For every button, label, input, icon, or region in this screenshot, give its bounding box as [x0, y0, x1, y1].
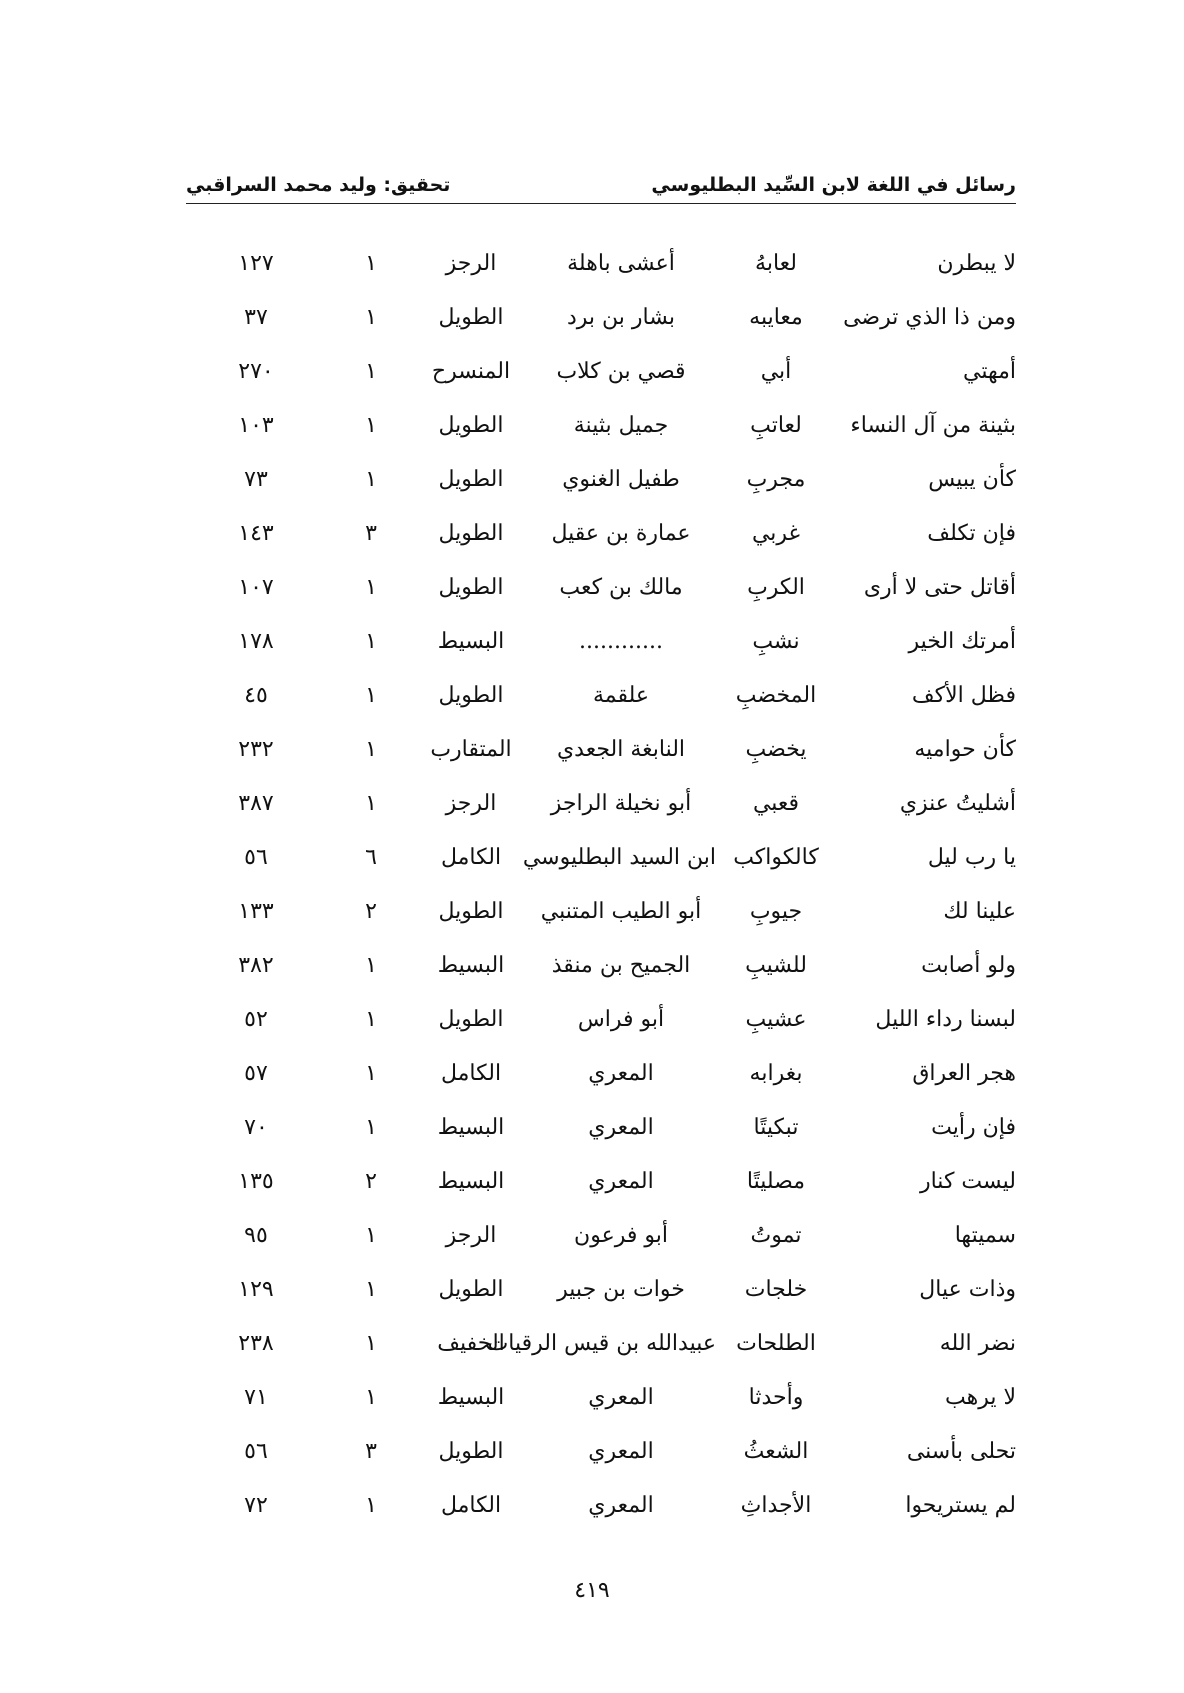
verse-opening: فإن رأيت	[931, 1114, 1016, 1140]
page-ref: ٥٦	[244, 1438, 268, 1464]
verse-count: ٢	[365, 898, 377, 924]
page-ref: ٧١	[244, 1384, 268, 1410]
verse-count: ١	[365, 628, 377, 654]
header-rule	[186, 203, 1016, 204]
verse-opening: فإن تكلف	[927, 520, 1016, 546]
page-ref: ١٧٨	[238, 628, 274, 654]
verse-count: ٢	[365, 1168, 377, 1194]
meter-name: الطويل	[438, 682, 504, 708]
table-row	[186, 1424, 1016, 1478]
verse-opening: كأن حواميه	[914, 736, 1016, 762]
page-ref: ٢٧٠	[238, 358, 274, 384]
verse-opening: لا يرهب	[944, 1384, 1016, 1410]
page-ref: ٧٠	[244, 1114, 268, 1140]
page-ref: ٢٣٢	[238, 736, 274, 762]
page-ref: ١٠٧	[238, 574, 274, 600]
verse-opening: ليست كنار	[919, 1168, 1016, 1194]
table-row	[186, 452, 1016, 506]
rhyme-word: قعبي	[752, 790, 800, 816]
poet-name: طفيل الغنوي	[562, 466, 680, 492]
rhyme-word: لعاتبِ	[750, 412, 802, 438]
table-row	[186, 668, 1016, 722]
meter-name: البسيط	[437, 628, 505, 654]
rhyme-word: يخضبِ	[745, 736, 807, 762]
table-row	[186, 506, 1016, 560]
table-row	[186, 290, 1016, 344]
table-row	[186, 1154, 1016, 1208]
editor-credit: تحقيق: وليد محمد السراقبي	[186, 174, 451, 196]
verse-opening: ولو أصابت	[921, 952, 1016, 978]
meter-name: الطويل	[438, 574, 504, 600]
page-ref: ٣٨٧	[238, 790, 274, 816]
verse-opening: نضر الله	[939, 1330, 1016, 1356]
verse-opening: لم يستريحوا	[905, 1492, 1016, 1518]
verse-count: ١	[365, 1006, 377, 1032]
page-ref: ١٤٣	[238, 520, 274, 546]
rhyme-word: المخضبِ	[735, 682, 817, 708]
verse-opening: لا يبطرن	[937, 250, 1016, 276]
meter-name: الطويل	[438, 304, 504, 330]
poet-name: النابغة الجعدي	[556, 736, 686, 762]
verse-count: ١	[365, 304, 377, 330]
verse-count: ١	[365, 790, 377, 816]
rhyme-word: تموتُ	[750, 1222, 802, 1248]
table-row	[186, 776, 1016, 830]
meter-name: البسيط	[437, 952, 505, 978]
poet-name: بشار بن برد	[567, 304, 675, 330]
verse-opening: أشليتُ عنزي	[899, 790, 1016, 816]
verse-opening: لبسنا رداء الليل	[875, 1006, 1016, 1032]
verse-count: ١	[365, 1114, 377, 1140]
table-row	[186, 830, 1016, 884]
poet-name: المعري	[588, 1168, 654, 1194]
verse-count: ١	[365, 358, 377, 384]
rhyme-word: مصليتًا	[746, 1168, 806, 1194]
table-row	[186, 344, 1016, 398]
table-row	[186, 1100, 1016, 1154]
meter-name: البسيط	[437, 1114, 505, 1140]
meter-name: البسيط	[437, 1384, 505, 1410]
rhyme-word: غربي	[751, 520, 801, 546]
poet-name: الجميح بن منقذ	[551, 952, 691, 978]
page-ref: ٧٢	[244, 1492, 268, 1518]
page-ref: ٣٨٢	[238, 952, 274, 978]
rhyme-word: الأجداثِ	[740, 1492, 812, 1518]
poet-name: المعري	[588, 1384, 654, 1410]
table-row	[186, 236, 1016, 290]
verse-opening: علينا لك	[943, 898, 1016, 924]
verse-opening: كأن يبيس	[928, 466, 1016, 492]
poet-name: أبو نخيلة الراجز	[550, 790, 692, 816]
table-row	[186, 938, 1016, 992]
meter-name: الخفيف	[437, 1330, 505, 1356]
rhyme-word: كالكواكب	[733, 844, 819, 870]
rhyme-word: لعابهُ	[755, 250, 797, 276]
page-ref: ٤٥	[244, 682, 268, 708]
verse-opening: تحلى بأسنى	[906, 1438, 1016, 1464]
page-ref: ٥٢	[244, 1006, 268, 1032]
meter-name: المنسرح	[431, 358, 511, 384]
verse-count: ١	[365, 952, 377, 978]
poet-name: قصي بن كلاب	[556, 358, 686, 384]
book-title: رسائل في اللغة لابن السِّيد البطليوسي	[651, 174, 1016, 196]
meter-name: الرجز	[445, 250, 497, 276]
rhyme-word: مجربِ	[746, 466, 806, 492]
page-ref: ١٢٧	[238, 250, 274, 276]
verse-count: ١	[365, 1384, 377, 1410]
verse-count: ١	[365, 1276, 377, 1302]
page-ref: ١٠٣	[238, 412, 274, 438]
verse-count: ١	[365, 1492, 377, 1518]
poet-name: المعري	[588, 1438, 654, 1464]
poet-name: عمارة بن عقيل	[551, 520, 691, 546]
rhyme-word: تبكيتًا	[753, 1114, 799, 1140]
verse-count: ١	[365, 574, 377, 600]
meter-name: الطويل	[438, 1438, 504, 1464]
page-number: ٤١٩	[574, 1578, 610, 1603]
table-row	[186, 398, 1016, 452]
verse-opening: أقاتل حتى لا أرى	[863, 574, 1016, 600]
meter-name: الكامل	[440, 844, 502, 870]
verse-count: ٦	[365, 844, 377, 870]
table-row	[186, 722, 1016, 776]
meter-name: الكامل	[440, 1492, 502, 1518]
verse-count: ١	[365, 1330, 377, 1356]
rhyme-word: وأحدثا	[748, 1384, 804, 1410]
page-ref: ٥٧	[244, 1060, 268, 1086]
poet-name: المعري	[588, 1492, 654, 1518]
table-row	[186, 884, 1016, 938]
table-row	[186, 560, 1016, 614]
meter-name: الطويل	[438, 412, 504, 438]
table-row	[186, 614, 1016, 668]
verse-count: ١	[365, 736, 377, 762]
poet-name: مالك بن كعب	[559, 574, 683, 600]
poet-name: المعري	[588, 1060, 654, 1086]
meter-name: الطويل	[438, 898, 504, 924]
verse-count: ٣	[365, 1438, 377, 1464]
poet-name: عبيدالله بن قيس الرقيات	[487, 1330, 716, 1356]
page-ref: ٢٣٨	[238, 1330, 274, 1356]
page-ref: ١٢٩	[238, 1276, 274, 1302]
verse-opening: ومن ذا الذي ترضى	[843, 304, 1016, 330]
verse-count: ١	[365, 466, 377, 492]
poet-name: ............	[579, 628, 663, 654]
meter-name: الرجز	[445, 790, 497, 816]
poet-name: أبو فرعون	[574, 1222, 668, 1248]
meter-name: الكامل	[440, 1060, 502, 1086]
table-row	[186, 1478, 1016, 1532]
rhyme-word: الطلحات	[736, 1330, 816, 1356]
rhyme-word: للشيبِ	[745, 952, 807, 978]
verse-opening: فظل الأكف	[911, 682, 1016, 708]
page-ref: ١٣٥	[238, 1168, 274, 1194]
poet-name: جميل بثينة	[573, 412, 669, 438]
page-ref: ٩٥	[244, 1222, 268, 1248]
table-row	[186, 1370, 1016, 1424]
rhyme-word: خلجات	[744, 1276, 808, 1302]
table-row	[186, 1262, 1016, 1316]
verse-opening: أمهتي	[962, 358, 1016, 384]
verse-count: ١	[365, 412, 377, 438]
page-ref: ٥٦	[244, 844, 268, 870]
page-ref: ١٣٣	[238, 898, 274, 924]
table-row	[186, 992, 1016, 1046]
page-ref: ٧٣	[244, 466, 268, 492]
poet-name: علقمة	[592, 682, 650, 708]
rhyme-word: بغرابه	[749, 1060, 803, 1086]
meter-name: الطويل	[438, 520, 504, 546]
verse-count: ١	[365, 682, 377, 708]
table-row	[186, 1316, 1016, 1370]
verse-index-table	[186, 236, 1016, 1532]
poet-name: أعشى باهلة	[567, 250, 675, 276]
rhyme-word: معايبه	[749, 304, 803, 330]
rhyme-word: نشبِ	[752, 628, 800, 654]
meter-name: الطويل	[438, 1276, 504, 1302]
verse-opening: بثينة من آل النساء	[850, 412, 1016, 438]
rhyme-word: عشيبِ	[745, 1006, 807, 1032]
table-row	[186, 1208, 1016, 1262]
verse-opening: أمرتك الخير	[908, 628, 1016, 654]
meter-name: الرجز	[445, 1222, 497, 1248]
rhyme-word: الكربِ	[747, 574, 805, 600]
verse-count: ١	[365, 250, 377, 276]
page-ref: ٣٧	[244, 304, 268, 330]
verse-opening: يا رب ليل	[927, 844, 1016, 870]
poet-name: ابن السيد البطليوسي	[522, 844, 716, 870]
rhyme-word: الشعثُ	[743, 1438, 809, 1464]
verse-opening: سميتها	[954, 1222, 1016, 1248]
verse-opening: هجر العراق	[912, 1060, 1016, 1086]
running-header	[186, 152, 1016, 196]
poet-name: أبو فراس	[577, 1006, 665, 1032]
rhyme-word: أبي	[760, 358, 792, 384]
verse-count: ٣	[365, 520, 377, 546]
meter-name: المتقارب	[430, 736, 512, 762]
poet-name: أبو الطيب المتنبي	[540, 898, 702, 924]
verse-count: ١	[365, 1060, 377, 1086]
poet-name: خوات بن جبير	[557, 1276, 685, 1302]
meter-name: البسيط	[437, 1168, 505, 1194]
poet-name: المعري	[588, 1114, 654, 1140]
meter-name: الطويل	[438, 466, 504, 492]
verse-opening: وذات عيال	[919, 1276, 1016, 1302]
table-row	[186, 1046, 1016, 1100]
verse-count: ١	[365, 1222, 377, 1248]
rhyme-word: جيوبِ	[749, 898, 803, 924]
meter-name: الطويل	[438, 1006, 504, 1032]
